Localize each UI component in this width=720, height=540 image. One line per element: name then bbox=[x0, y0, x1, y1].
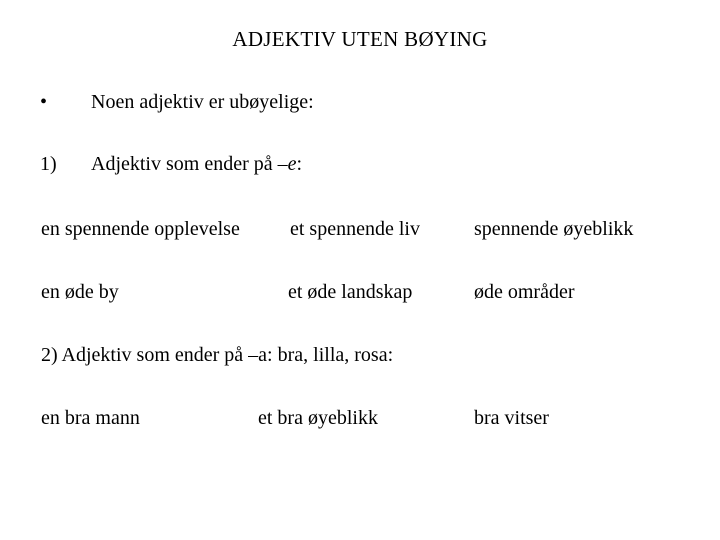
intro-text: Noen adjektiv er ubøyelige: bbox=[91, 91, 314, 113]
section1-heading-suffix: : bbox=[296, 153, 303, 175]
section2-heading: 2) Adjektiv som ender på –a: bra, lilla, rosa: bbox=[41, 344, 394, 366]
example-cell: en øde by bbox=[41, 281, 119, 303]
bullet-marker: • bbox=[40, 91, 48, 113]
example-cell: bra vitser bbox=[474, 407, 549, 429]
example-cell: et spennende liv bbox=[290, 218, 420, 240]
example-cell: en spennende opplevelse bbox=[41, 218, 240, 240]
section1-heading-ending: e bbox=[287, 153, 297, 175]
example-cell: øde områder bbox=[474, 281, 575, 303]
example-cell: et bra øyeblikk bbox=[258, 407, 378, 429]
example-cell: et øde landskap bbox=[288, 281, 413, 303]
example-cell: spennende øyeblikk bbox=[474, 218, 634, 240]
section1-heading bbox=[91, 152, 302, 176]
section1-marker: 1) bbox=[40, 153, 57, 175]
page-title: ADJEKTIV UTEN BØYING bbox=[232, 27, 488, 51]
example-cell: en bra mann bbox=[41, 407, 140, 429]
section1-heading-prefix: Adjektiv som ender på – bbox=[91, 153, 288, 175]
